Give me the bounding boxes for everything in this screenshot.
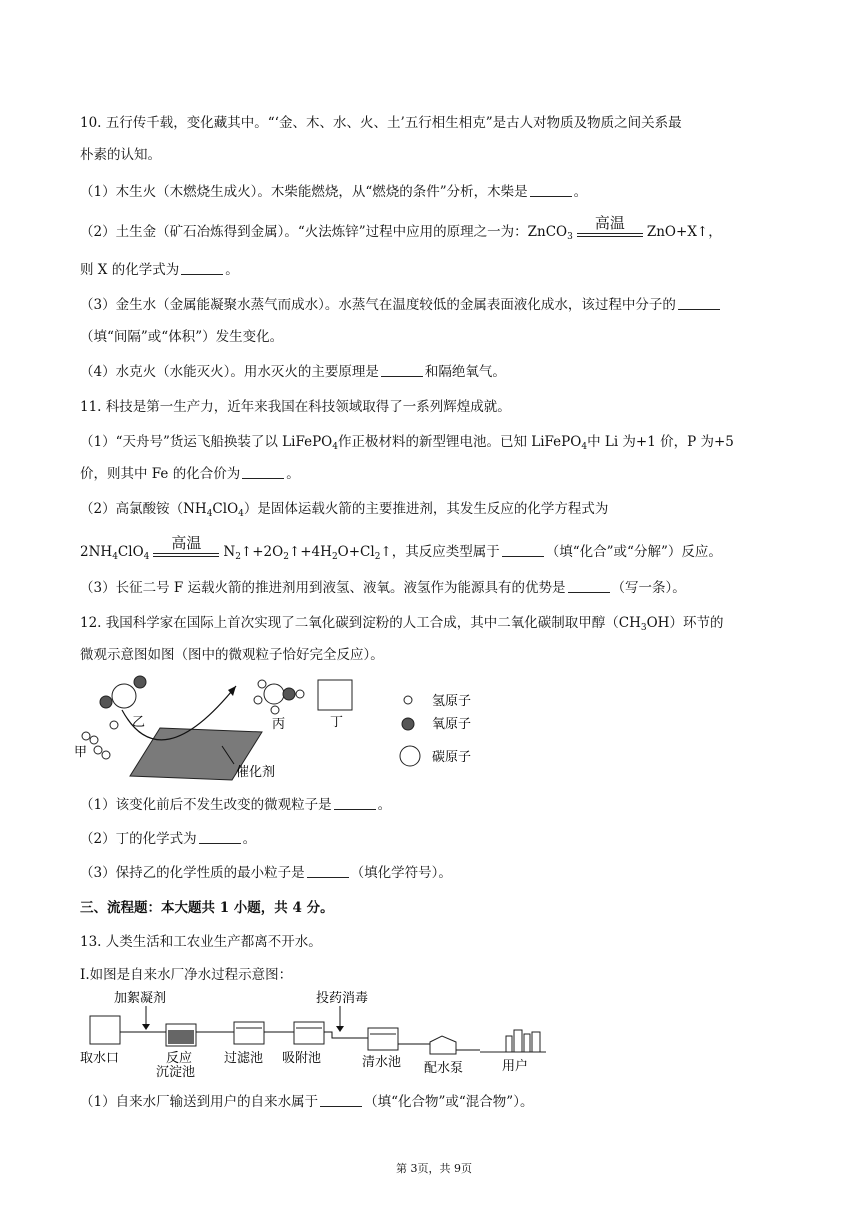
q10-part3-text: （3）金生水（金属能凝聚水蒸气而成水）。水蒸气在温度较低的金属表面液化成水，该过程中分子的 <box>80 297 676 313</box>
label-disinfect: 投药消毒 <box>316 991 369 1006</box>
q12-stem-text-b: OH）环节的 <box>646 615 724 631</box>
q12-part3-end: （填化学符号）。 <box>350 865 452 881</box>
legend-carbon-label: 碳原子 <box>432 750 472 765</box>
label-yi: 乙 <box>132 715 146 730</box>
subscript: 4 <box>143 552 150 562</box>
q11-part1 <box>80 432 734 457</box>
condition-label: 高温 <box>171 534 202 552</box>
eq-part: ↑+2O <box>240 544 284 560</box>
q10-stem-line2 <box>80 145 161 165</box>
q10-part3 <box>80 295 722 315</box>
label-sediment: 沉淀池 <box>156 1065 196 1080</box>
q13-part1-text: （1）自来水厂输送到用户的自来水属于 <box>80 1094 319 1110</box>
oxygen-atom <box>283 688 295 700</box>
label-user: 用户 <box>502 1059 529 1074</box>
legend-oxygen-label: 氧原子 <box>432 717 472 732</box>
q12-part3-text: （3）保持乙的化学性质的最小粒子是 <box>80 865 305 881</box>
reaction-condition <box>153 534 219 560</box>
q10-part2-cont-text: 则 X 的化学式为 <box>80 262 180 278</box>
arrow-down-icon <box>336 1026 344 1032</box>
page-footer: 第 3页，共 9页 <box>396 1162 472 1175</box>
section-heading <box>80 898 334 918</box>
answer-blank[interactable] <box>568 580 610 593</box>
q10-part2-end: 。 <box>225 262 239 278</box>
label-clear: 清水池 <box>362 1055 402 1070</box>
answer-blank[interactable] <box>307 865 349 878</box>
label-bing: 丙 <box>272 717 286 732</box>
eq-part: ↑，其反应类型属于 <box>380 544 500 560</box>
q11-equation <box>80 534 722 567</box>
hydrogen-atom <box>258 680 266 688</box>
q10-part4 <box>80 362 506 382</box>
q13-stem <box>80 932 322 952</box>
subscript: 4 <box>206 509 213 519</box>
q10-part3-cont <box>80 327 283 347</box>
q13-intro <box>80 965 292 985</box>
subscript: 2 <box>331 552 338 562</box>
answer-blank[interactable] <box>334 797 376 810</box>
q11-part2-c: ）是固体运载火箭的主要推进剂，其发生反应的化学方程式为 <box>243 501 609 517</box>
answer-blank[interactable] <box>242 466 284 479</box>
answer-blank[interactable] <box>199 831 241 844</box>
q12-micro-diagram <box>70 670 500 790</box>
q12-stem-text: 12. 我国科学家在国际上首次实现了二氧化碳到淀粉的人工合成，其中二氧化碳制取甲醇（CH <box>80 615 641 631</box>
label-ding: 丁 <box>330 715 344 730</box>
hydrogen-atom <box>110 721 118 729</box>
hydrogen-atom <box>102 751 110 759</box>
subscript: 3 <box>640 623 647 633</box>
label-pump: 配水泵 <box>424 1061 464 1076</box>
answer-blank[interactable] <box>381 364 423 377</box>
city-building <box>532 1032 540 1052</box>
q12-part2-end: 。 <box>242 831 257 847</box>
q11-part1-cont <box>80 464 300 484</box>
subscript: 4 <box>581 442 588 452</box>
city-building <box>506 1036 512 1052</box>
subscript: 4 <box>112 552 118 562</box>
hydrogen-atom <box>94 746 102 754</box>
oxygen-atom <box>134 676 146 688</box>
q10-stem-text2: 朴素的认知。 <box>80 147 161 163</box>
q11-part2 <box>80 499 608 524</box>
q12-stem-line2 <box>80 645 384 665</box>
q13-intro-text: Ⅰ.如图是自来水厂净水过程示意图： <box>80 967 293 983</box>
condition-label: 高温 <box>594 214 625 232</box>
q13-part1 <box>80 1092 533 1112</box>
label-reaction: 反应 <box>166 1051 193 1066</box>
q10-part4-text: （4）水克火（水能灭火）。用水灭火的主要原理是 <box>80 364 379 380</box>
label-adsorb: 吸附池 <box>282 1051 322 1066</box>
q10-stem-line1 <box>80 113 682 133</box>
q11-part2-a: （2）高氯酸铵（NH <box>80 501 207 517</box>
legend-carbon-icon <box>400 746 420 766</box>
clear-water-tank <box>368 1028 398 1050</box>
section-heading-text: 三、流程题：本大题共 1 小题，共 4 分。 <box>80 900 334 916</box>
eq-part: 2NH <box>80 544 113 560</box>
answer-blank[interactable] <box>181 262 223 275</box>
city-building <box>514 1030 522 1052</box>
q10-part1 <box>80 182 587 202</box>
arrow-down-icon <box>142 1024 150 1030</box>
q12-stem-text2: 微观示意图如图（图中的微观粒子恰好完全反应）。 <box>80 647 384 663</box>
q12-part2-text: （2）丁的化学式为 <box>80 831 197 847</box>
q11-part3-b: （写一条）。 <box>611 580 686 596</box>
hydrogen-atom <box>271 706 279 714</box>
q10-part2-cont <box>80 260 239 280</box>
product-box-ding <box>318 680 352 710</box>
subscript: 3 <box>567 232 573 242</box>
label-catalyst: 催化剂 <box>236 765 276 780</box>
legend-hydrogen-label: 氢原子 <box>432 694 472 709</box>
q11-part1-end: 。 <box>286 466 300 482</box>
q10-part4-end: 和隔绝氧气。 <box>424 364 506 380</box>
label-intake: 取水口 <box>80 1051 120 1066</box>
legend-hydrogen-icon <box>404 696 412 704</box>
hydrogen-atom <box>296 690 304 698</box>
carbon-atom <box>264 684 284 704</box>
q11-part3-a: （3）长征二号 F 运载火箭的推进剂用到液氢、液氧。液氢作为能源具有的优势是 <box>80 580 566 596</box>
hydrogen-atom <box>254 696 262 704</box>
q12-stem-line1 <box>80 613 723 638</box>
q12-part1-text: （1）该变化前后不发生改变的微观粒子是 <box>80 797 332 813</box>
eq-part: （填“化合”或“分解”）反应。 <box>545 544 722 560</box>
subscript: 2 <box>374 552 381 562</box>
eq-part: N <box>223 544 236 560</box>
q12-part2 <box>80 829 256 849</box>
q10-part1-end: 。 <box>573 184 588 200</box>
q11-stem-text: 11. 科技是第一生产力，近年来我国在科技领域取得了一系列辉煌成就。 <box>80 399 511 415</box>
q12-part1 <box>80 795 391 815</box>
intake-box <box>90 1016 120 1044</box>
eq-part: ↑+4H <box>288 544 332 560</box>
hydrogen-atom <box>82 732 90 740</box>
hydrogen-atom <box>90 736 98 744</box>
q11-part3 <box>80 578 686 598</box>
subscript: 2 <box>235 552 241 562</box>
answer-blank[interactable] <box>320 1094 362 1107</box>
oxygen-atom <box>100 696 112 708</box>
reaction-condition <box>577 214 643 240</box>
q11-part1-b: 作正极材料的新型锂电池。已知 LiFePO <box>337 434 582 450</box>
q10-part2 <box>80 214 722 247</box>
city-building <box>524 1034 530 1052</box>
q11-part1-d: 价，则其中 Fe 的化合价为 <box>80 466 241 482</box>
pump-house <box>430 1036 456 1054</box>
eq-part: O+Cl <box>337 544 375 560</box>
legend-oxygen-icon <box>402 718 414 730</box>
label-coagulant: 加絮凝剂 <box>114 991 167 1006</box>
label-filter: 过滤池 <box>224 1051 264 1066</box>
label-jia: 甲 <box>74 745 88 760</box>
q10-stem-text: 10. 五行传千载，变化藏其中。“‘金、木、水、火、土’五行相生相克”是古人对物质及物质之间关系最 <box>80 115 682 131</box>
q11-part2-b: ClO <box>212 501 239 517</box>
q13-stem-text: 13. 人类生活和工农业生产都离不开水。 <box>80 934 322 950</box>
q13-part1-end: （填“化合物”或“混合物”）。 <box>364 1094 534 1110</box>
q10-part2-text: （2）土生金（矿石冶炼得到金属）。“火法炼锌”过程中应用的原理之一为：ZnCO <box>80 224 568 240</box>
filter-tank <box>234 1022 264 1044</box>
answer-blank[interactable] <box>678 297 720 310</box>
q10-part3-cont-text: （填“间隔”或“体积”）发生变化。 <box>80 329 284 345</box>
adsorption-tank <box>294 1022 324 1044</box>
answer-blank[interactable] <box>530 184 572 197</box>
subscript: 4 <box>332 442 338 452</box>
q12-part3 <box>80 863 452 883</box>
q10-part2-products: ZnO+X↑， <box>646 224 722 240</box>
q10-part1-text: （1）木生火（木燃烧生成火）。木柴能燃烧，从“燃烧的条件”分析，木柴是 <box>80 184 528 200</box>
q11-part1-a: （1）“天舟号”货运飞船换装了以 LiFePO <box>80 434 333 450</box>
q11-part1-c: 中 Li 为+1 价，P 为+5 <box>587 434 734 450</box>
answer-blank[interactable] <box>502 544 544 557</box>
subscript: 2 <box>283 552 289 562</box>
water-plant-diagram <box>76 988 556 1080</box>
q11-stem <box>80 397 511 417</box>
carbon-atom <box>112 684 136 708</box>
q12-part1-end: 。 <box>377 797 392 813</box>
subscript: 4 <box>238 509 244 519</box>
eq-part: ClO <box>117 544 144 560</box>
